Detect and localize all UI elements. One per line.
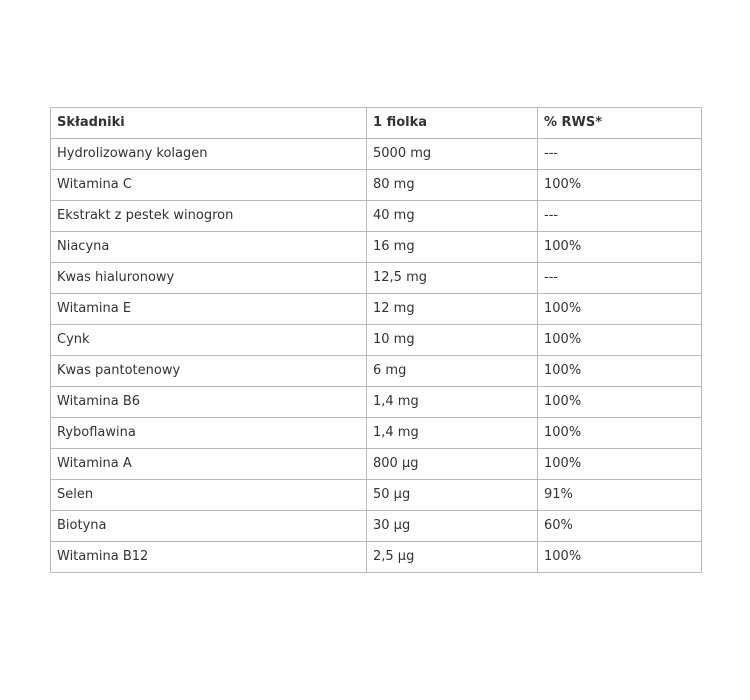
rws-cell: 100% <box>538 170 702 201</box>
rws-cell: 91% <box>538 480 702 511</box>
rws-cell: 100% <box>538 418 702 449</box>
table-row <box>51 511 702 542</box>
table-row <box>51 263 702 294</box>
nutrition-table <box>50 107 702 573</box>
rws-cell: 100% <box>538 325 702 356</box>
header-rws-percent: % RWS* <box>538 108 702 139</box>
rws-cell: --- <box>538 263 702 294</box>
amount-cell: 2,5 µg <box>367 542 538 573</box>
amount-cell: 50 µg <box>367 480 538 511</box>
ingredient-cell: Witamina A <box>51 449 367 480</box>
table-row <box>51 325 702 356</box>
ingredient-cell: Witamina B12 <box>51 542 367 573</box>
ingredient-cell: Kwas pantotenowy <box>51 356 367 387</box>
amount-cell: 12,5 mg <box>367 263 538 294</box>
table-row <box>51 418 702 449</box>
amount-cell: 5000 mg <box>367 139 538 170</box>
ingredient-cell: Kwas hialuronowy <box>51 263 367 294</box>
ingredient-cell: Ekstrakt z pestek winogron <box>51 201 367 232</box>
amount-cell: 30 µg <box>367 511 538 542</box>
rws-cell: 60% <box>538 511 702 542</box>
rws-cell: --- <box>538 139 702 170</box>
rws-cell: 100% <box>538 449 702 480</box>
header-per-vial: 1 fiolka <box>367 108 538 139</box>
amount-cell: 12 mg <box>367 294 538 325</box>
table-row <box>51 170 702 201</box>
amount-cell: 1,4 mg <box>367 387 538 418</box>
ingredient-cell: Hydrolizowany kolagen <box>51 139 367 170</box>
amount-cell: 6 mg <box>367 356 538 387</box>
table-row <box>51 232 702 263</box>
table-row <box>51 480 702 511</box>
ingredient-cell: Selen <box>51 480 367 511</box>
table-row <box>51 201 702 232</box>
amount-cell: 40 mg <box>367 201 538 232</box>
ingredient-cell: Witamina E <box>51 294 367 325</box>
table-row <box>51 139 702 170</box>
ingredient-cell: Niacyna <box>51 232 367 263</box>
ingredient-cell: Witamina C <box>51 170 367 201</box>
header-ingredients: Składniki <box>51 108 367 139</box>
rws-cell: --- <box>538 201 702 232</box>
ingredient-cell: Ryboflawina <box>51 418 367 449</box>
table-row <box>51 356 702 387</box>
rws-cell: 100% <box>538 232 702 263</box>
amount-cell: 80 mg <box>367 170 538 201</box>
rws-cell: 100% <box>538 387 702 418</box>
amount-cell: 1,4 mg <box>367 418 538 449</box>
amount-cell: 10 mg <box>367 325 538 356</box>
table-row <box>51 542 702 573</box>
rws-cell: 100% <box>538 294 702 325</box>
table-header-row <box>51 108 702 139</box>
rws-cell: 100% <box>538 542 702 573</box>
ingredient-cell: Cynk <box>51 325 367 356</box>
table-row <box>51 387 702 418</box>
table-row <box>51 449 702 480</box>
amount-cell: 800 µg <box>367 449 538 480</box>
table-row <box>51 294 702 325</box>
rws-cell: 100% <box>538 356 702 387</box>
ingredient-cell: Biotyna <box>51 511 367 542</box>
amount-cell: 16 mg <box>367 232 538 263</box>
ingredient-cell: Witamina B6 <box>51 387 367 418</box>
nutrition-table-container <box>50 107 701 573</box>
